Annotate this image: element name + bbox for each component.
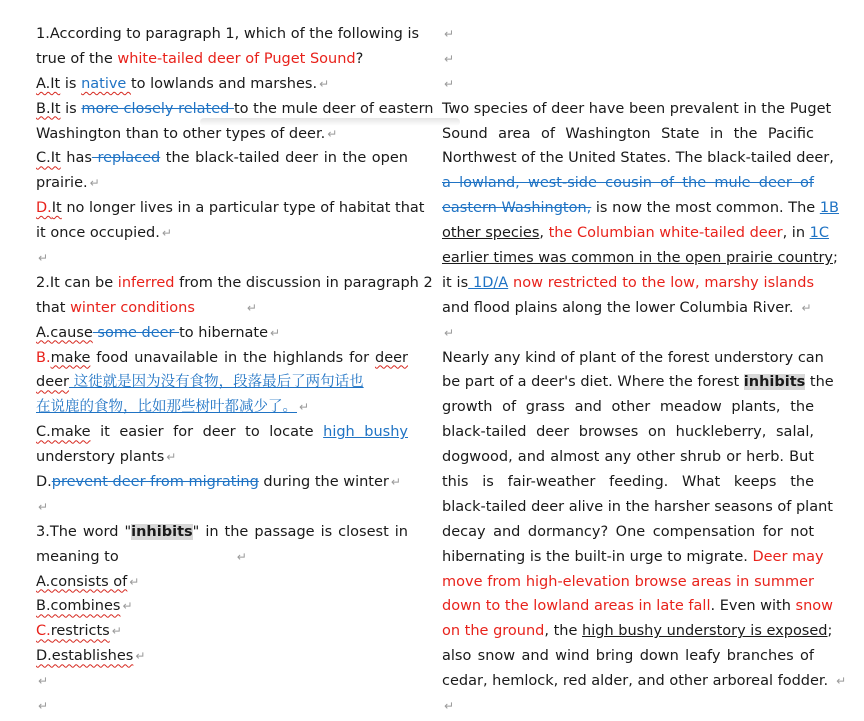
paragraph-mark-icon: ↵ — [836, 674, 847, 689]
ref-link-1c[interactable]: 1C — [809, 225, 829, 242]
paragraph-mark-icon: ↵ — [299, 400, 310, 415]
paragraph-mark-icon: ↵ — [390, 475, 401, 490]
ref-link-1b[interactable]: 1B — [819, 200, 840, 217]
passage-column — [442, 22, 847, 719]
q2-option-b[interactable]: B.make food unavailable in the highlands for deer — [36, 349, 408, 366]
p2-line13: also snow and wind bring down leafy branches of — [442, 648, 814, 665]
empty-line — [442, 321, 814, 346]
p2-line2: be part of a deer's diet. Where the forest inhibits the — [442, 374, 834, 391]
p2-line6: this is fair-weather feeding. What keeps the — [442, 474, 814, 491]
paragraph-mark-icon: ↵ — [129, 574, 140, 589]
paragraph-mark-icon: ↵ — [319, 76, 330, 91]
paragraph-mark-icon: ↵ — [122, 599, 133, 614]
q1-option-a[interactable]: A.It is native to lowlands and marshes. ↵ — [36, 75, 330, 92]
q3-stem-line2: meaning to ↵ — [36, 548, 247, 565]
paragraph-mark-icon: ↵ — [111, 624, 122, 639]
paragraph-mark-icon: ↵ — [327, 126, 338, 141]
paragraph-mark-icon: ↵ — [444, 76, 455, 91]
q1-stem-line1: 1.According to paragraph 1, which of the following is — [36, 26, 420, 42]
p2-line11: down to the lowland areas in late fall. Even with snow — [442, 598, 834, 615]
paragraph-mark-icon: ↵ — [38, 499, 49, 514]
p2-line9: hibernating is the built-in urge to migrate. Deer may — [442, 548, 824, 565]
p2-line14: cedar, hemlock, red alder, and other arboreal fodder. ↵ — [442, 673, 847, 690]
p2-line5: dogwood, and almost any other shrub or herb. But — [442, 449, 814, 466]
p1-line5: eastern Washington, is now the most common. The 1B — [442, 200, 840, 217]
p2-line8: decay and dormancy? One compensation for not — [442, 523, 814, 540]
paragraph-mark-icon: ↵ — [89, 176, 100, 191]
paragraph-mark-icon: ↵ — [38, 251, 49, 266]
empty-line — [442, 694, 814, 719]
p1-line4: a lowland, west-side cousin of the mule deer of — [442, 175, 814, 192]
empty-line — [36, 495, 408, 520]
p2-line1: Nearly any kind of plant of the forest understory can — [442, 349, 824, 366]
q3-option-a[interactable]: A.consists of ↵ — [36, 573, 140, 590]
p2-line10: move from high-elevation browse areas in summer — [442, 573, 814, 590]
p1-line7: earlier times was common in the open prairie country; — [442, 250, 838, 267]
questions-column — [36, 22, 434, 719]
paragraph-mark-icon: ↵ — [166, 450, 177, 465]
empty-line — [442, 72, 814, 97]
paragraph-mark-icon: ↵ — [270, 325, 281, 340]
paragraph-mark-icon: ↵ — [444, 699, 455, 714]
empty-line — [442, 22, 814, 47]
q2-option-d[interactable]: D.prevent deer from migrating during the winter ↵ — [36, 474, 401, 491]
p2-line7: black-tailed deer alive in the harsher seasons of plant — [442, 498, 833, 515]
paragraph-mark-icon: ↵ — [801, 300, 812, 315]
q1-option-c[interactable]: C.It has replaced the black-tailed deer in the open — [36, 150, 408, 167]
q1-option-c-line2: prairie. ↵ — [36, 175, 100, 192]
q2-stem-line2: that winter conditions ↵ — [36, 299, 257, 316]
p1-line2: Sound area of Washington State in the Pacific — [442, 125, 814, 142]
paragraph-mark-icon: ↵ — [444, 27, 455, 41]
empty-line — [36, 246, 408, 271]
empty-line — [36, 669, 408, 694]
q3-option-b[interactable]: B.combines ↵ — [36, 598, 133, 615]
q1-option-b-line2: Washington than to other types of deer. ↵ — [36, 125, 338, 142]
paragraph-mark-icon: ↵ — [444, 51, 455, 66]
paragraph-mark-icon: ↵ — [38, 674, 49, 689]
p2-line3: growth of grass and other meadow plants, the — [442, 399, 814, 416]
p1-line1: Two species of deer have been prevalent in the Puget — [442, 100, 832, 117]
q2-option-c[interactable]: C.make it easier for deer to locate high bushy — [36, 424, 408, 441]
q1-option-d-line2: it once occupied. ↵ — [36, 225, 172, 242]
empty-line — [36, 694, 408, 719]
q3-option-d[interactable]: D.establishes ↵ — [36, 648, 146, 665]
p1-line9: and flood plains along the lower Columbia River. ↵ — [442, 299, 812, 316]
paragraph-mark-icon: ↵ — [246, 300, 257, 315]
p2-line4: black-tailed deer browses on huckleberry, salal, — [442, 424, 814, 441]
q2-option-b-note: deer 这徙就是因为没有食物，段落最后了两句话也 — [36, 374, 364, 391]
q3-stem-line1: 3.The word "inhibits" in the passage is closest in — [36, 523, 408, 540]
q1-stem-line2: true of the white-tailed deer of Puget Sound? — [36, 50, 364, 67]
p1-line8: it is 1D/A now restricted to the low, marshy islands — [442, 274, 815, 291]
q3-option-c[interactable]: C.restricts ↵ — [36, 623, 122, 640]
empty-line — [442, 47, 814, 72]
q2-option-a[interactable]: A.cause some deer to hibernate ↵ — [36, 324, 281, 341]
q1-option-b[interactable]: B.It is more closely related to the mule deer of eastern — [36, 100, 434, 117]
q2-option-c-line2: understory plants ↵ — [36, 449, 177, 466]
paragraph-mark-icon: ↵ — [38, 699, 49, 714]
p1-line3: Northwest of the United States. The black-tailed deer, — [442, 150, 834, 167]
p1-line6: other species, the Columbian white-tailed deer, in 1C — [442, 225, 829, 242]
paragraph-mark-icon: ↵ — [236, 549, 247, 564]
p2-line12: on the ground, the high bushy understory is exposed; — [442, 623, 833, 640]
q2-stem-line1: 2.It can be inferred from the discussion in paragraph 2 — [36, 274, 433, 291]
paragraph-mark-icon: ↵ — [135, 649, 146, 664]
ref-link-1d[interactable]: 1D/A — [468, 274, 509, 291]
q1-option-d[interactable]: D.It no longer lives in a particular type of habitat that — [36, 200, 425, 217]
paragraph-mark-icon: ↵ — [161, 226, 172, 241]
paragraph-mark-icon: ↵ — [444, 325, 455, 340]
q2-option-b-note-line2: 在说鹿的食物，比如那些树叶都减少了。 ↵ — [36, 399, 310, 416]
